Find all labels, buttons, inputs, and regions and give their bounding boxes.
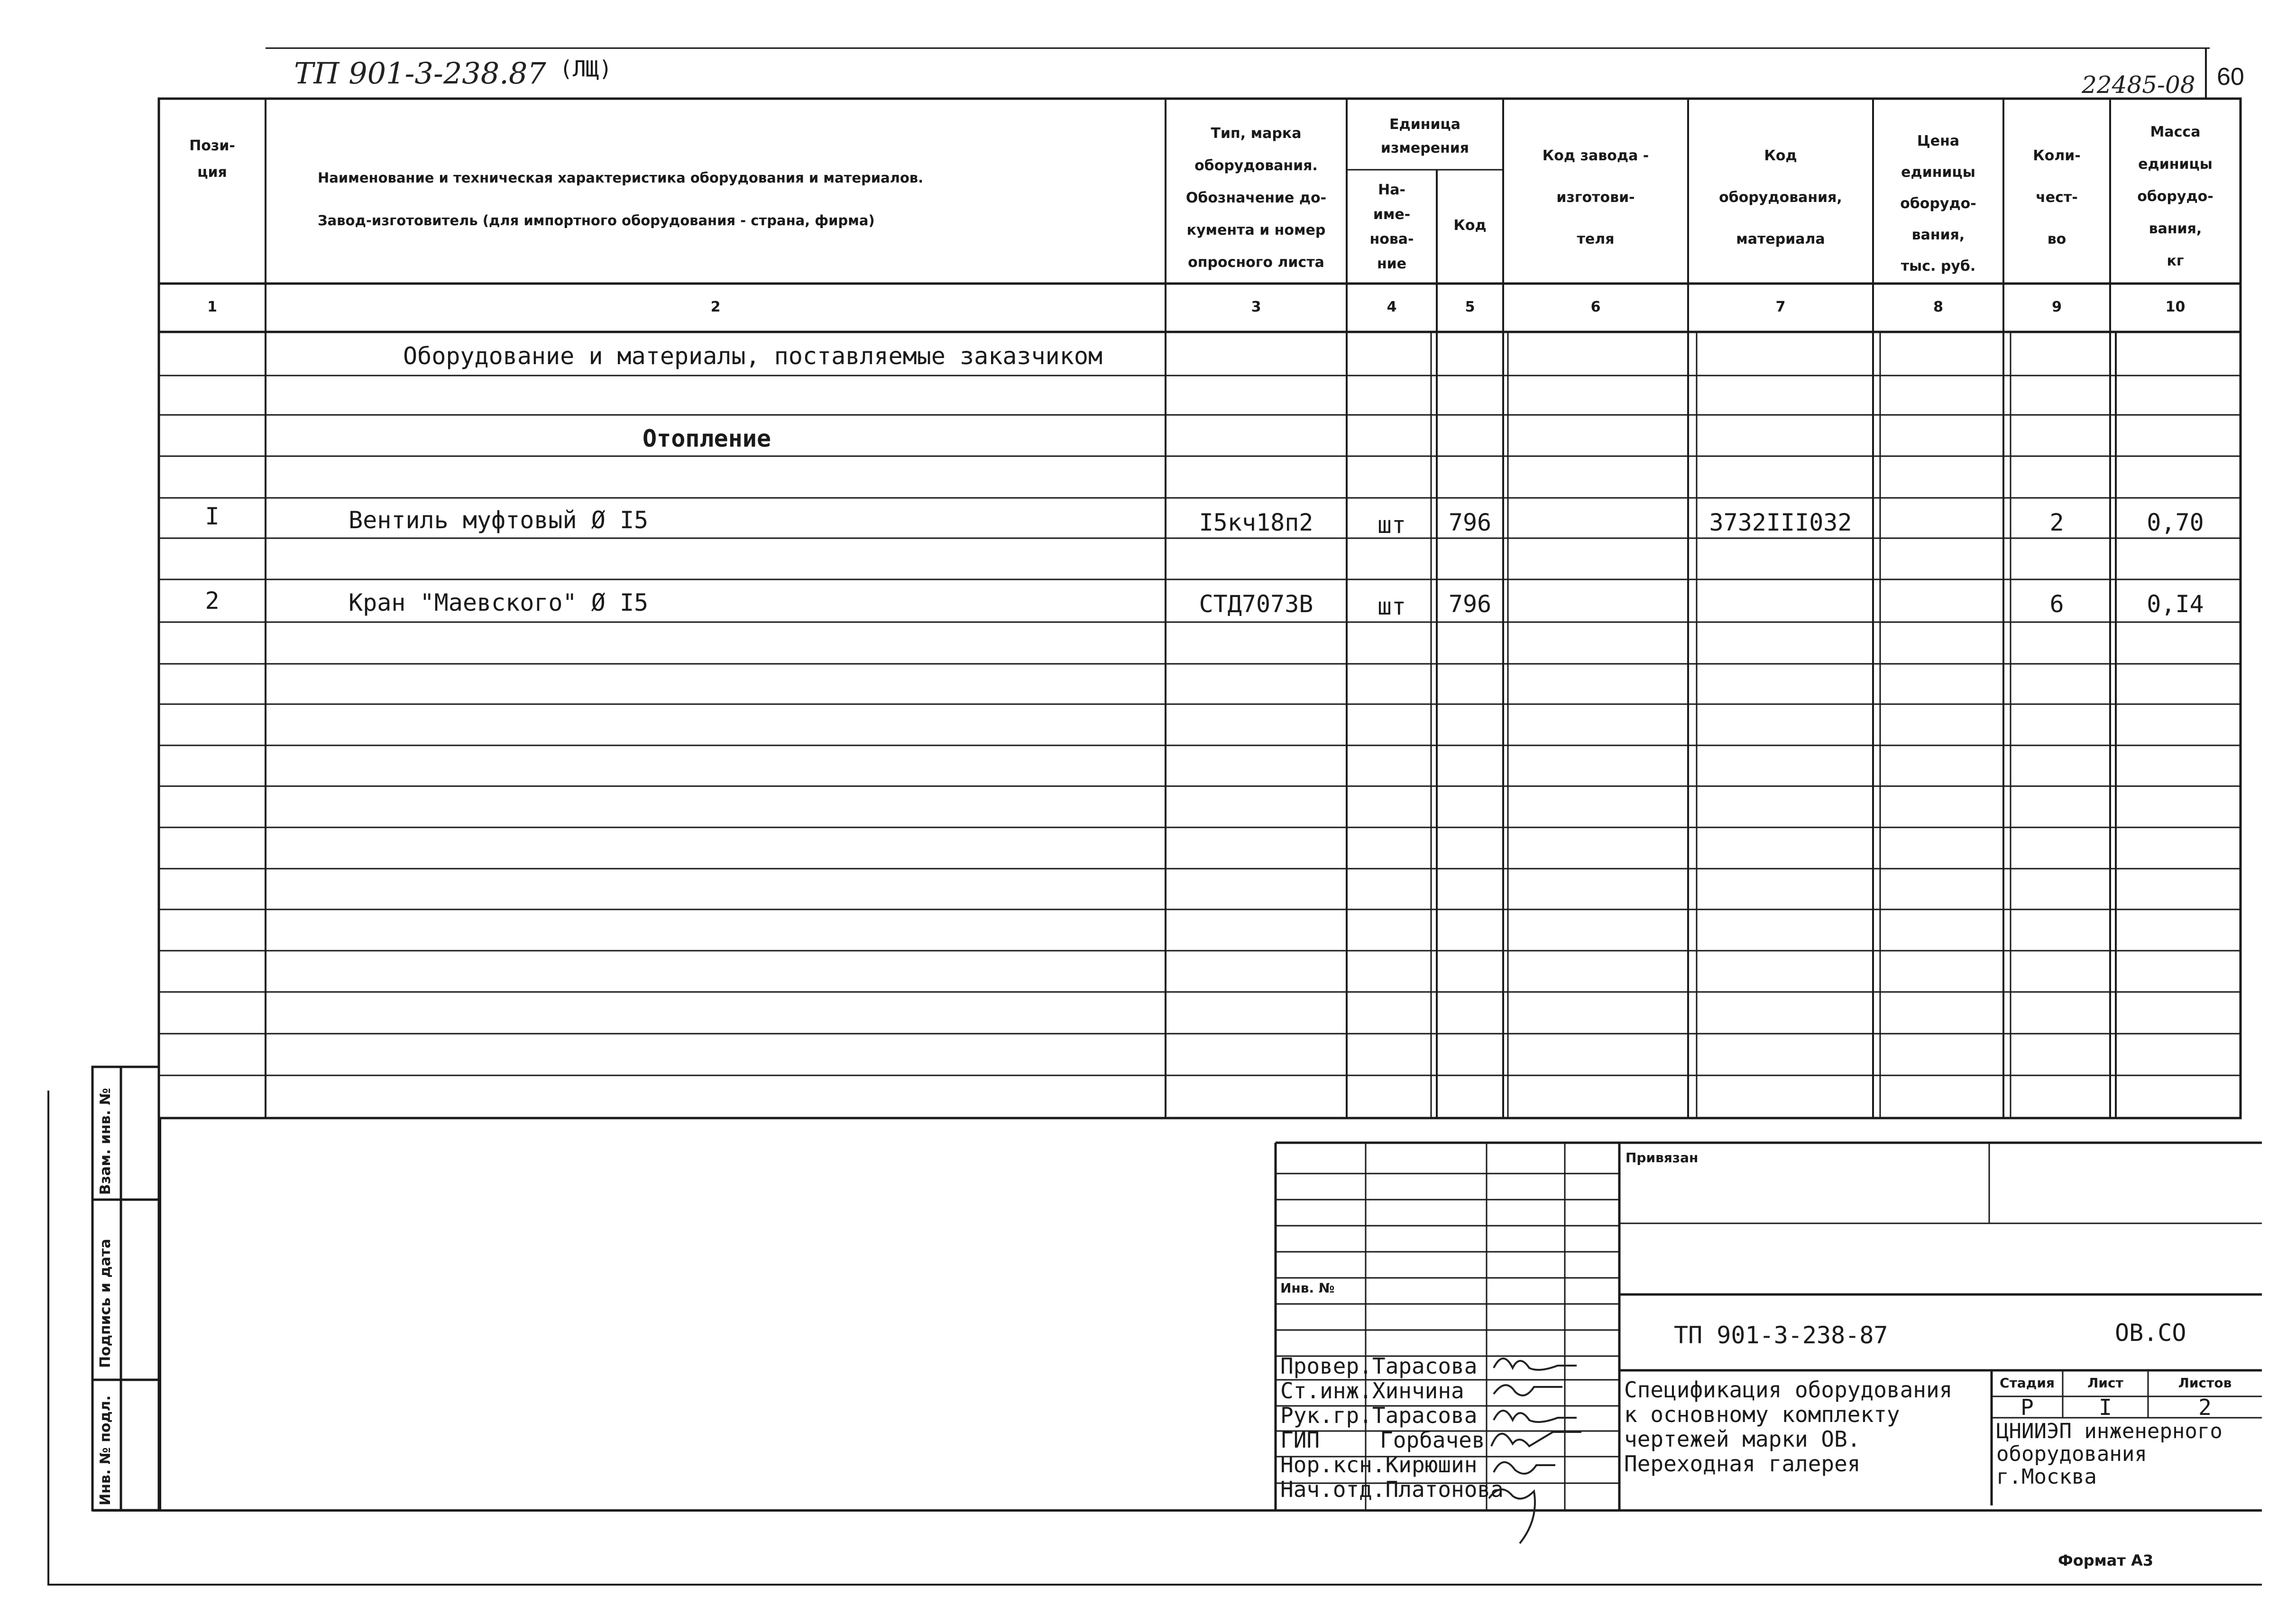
- row-2-qty: 6: [2049, 590, 2064, 618]
- page-number: 60: [2217, 63, 2244, 91]
- section-title: Оборудование и материалы, поставляемые заказчиком: [403, 342, 1103, 370]
- top-left-mark: (ЛЩ): [560, 56, 612, 82]
- stage-label: Стадия: [2000, 1375, 2055, 1391]
- top-right-number: 22485-08: [2082, 71, 2195, 99]
- row-1-code: 796: [1448, 509, 1492, 536]
- header-unit-name: На- име- нова- ние: [1369, 182, 1414, 272]
- col-num-7: 7: [1775, 299, 1786, 315]
- row-2-type: СТД7073В: [1199, 590, 1313, 618]
- row-1-unit: шт: [1377, 511, 1406, 539]
- row-2-name: Кран "Маевского" Ø I5: [349, 589, 649, 616]
- doc-mark: ОВ.СО: [2115, 1319, 2186, 1347]
- header-unit-code: Код: [1453, 217, 1487, 234]
- organization: ЦНИИЭП инженерного оборудования г.Москва: [1996, 1419, 2223, 1489]
- row-1-pos: I: [205, 503, 220, 530]
- col-num-1: 1: [207, 299, 217, 315]
- role-row: ГИП Горбачев: [1280, 1427, 1485, 1453]
- row-1-type: I5кч18п2: [1199, 509, 1313, 536]
- document-title: Спецификация оборудования к основному комплекту чертежей марки ОВ. Переходная галерея: [1624, 1377, 1953, 1477]
- role-row: Рук.гр.Тарасова: [1280, 1403, 1478, 1428]
- col-num-9: 9: [2052, 299, 2062, 315]
- doc-code: ТП 901-3-238-87: [1674, 1321, 1888, 1349]
- header-unit-group: Единица измерения: [1380, 116, 1469, 156]
- row-2-unit: шт: [1377, 593, 1406, 620]
- role-row: Нор.ксн.Кирюшин: [1280, 1452, 1478, 1477]
- col-num-2: 2: [710, 299, 721, 315]
- sheets-value: 2: [2198, 1395, 2212, 1420]
- row-2-mass: 0,I4: [2147, 590, 2204, 618]
- sheet-label: Лист: [2087, 1375, 2123, 1391]
- header-type: Тип, марка оборудования. Обозначение до- кумента и номер опросного листа: [1185, 125, 1327, 271]
- header-name: Наименование и техническая характеристика оборудования и материалов. Завод-изготовитель (для импортного оборудования - страна, фирма): [318, 170, 924, 229]
- sheet-value: I: [2099, 1395, 2112, 1420]
- header-price: Цена единицы оборудо- вания, тыс. руб.: [1900, 133, 1976, 275]
- side-stamp-vzam-inv: Взам. инв. №: [97, 1088, 114, 1195]
- row-1-qty: 2: [2049, 509, 2064, 536]
- row-1-mass: 0,70: [2147, 509, 2204, 536]
- privyazan-label: Привязан: [1626, 1150, 1699, 1165]
- header-equip-code: Код оборудования, материала: [1719, 147, 1842, 248]
- role-row: Нач.отд.Платонова: [1280, 1477, 1504, 1502]
- stage-value: Р: [2020, 1395, 2034, 1420]
- top-left-designation: ТП 901-3-238.87: [294, 56, 546, 91]
- sheets-label: Листов: [2178, 1375, 2232, 1391]
- row-1-name: Вентиль муфтовый Ø I5: [349, 506, 649, 534]
- col-num-6: 6: [1590, 299, 1601, 315]
- row-2-code: 796: [1448, 590, 1492, 618]
- side-stamp-inv-podl: Инв. № подл.: [97, 1395, 114, 1505]
- format-label: Формат А3: [2058, 1551, 2154, 1569]
- subsection-title: Отопление: [643, 425, 771, 452]
- side-stamp-signature-date: Подпись и дата: [97, 1239, 114, 1368]
- header-mass: Масса единицы оборудо- вания, кг: [2137, 124, 2213, 269]
- col-num-3: 3: [1251, 299, 1261, 315]
- col-num-5: 5: [1465, 299, 1475, 315]
- col-num-4: 4: [1387, 299, 1397, 315]
- header-pos: Пози- ция: [189, 138, 235, 181]
- role-row: Ст.инж.Хинчина: [1280, 1378, 1464, 1404]
- inv-no-label: Инв. №: [1280, 1280, 1335, 1296]
- col-num-8: 8: [1933, 299, 1943, 315]
- row-2-pos: 2: [205, 587, 220, 615]
- header-factory-code: Код завода - изготови- теля: [1542, 147, 1649, 248]
- col-num-10: 10: [2165, 299, 2186, 315]
- row-1-equip-code: 3732III032: [1709, 509, 1852, 536]
- header-qty: Коли- чест- во: [2033, 147, 2081, 248]
- role-row: Провер.Тарасова: [1280, 1353, 1478, 1379]
